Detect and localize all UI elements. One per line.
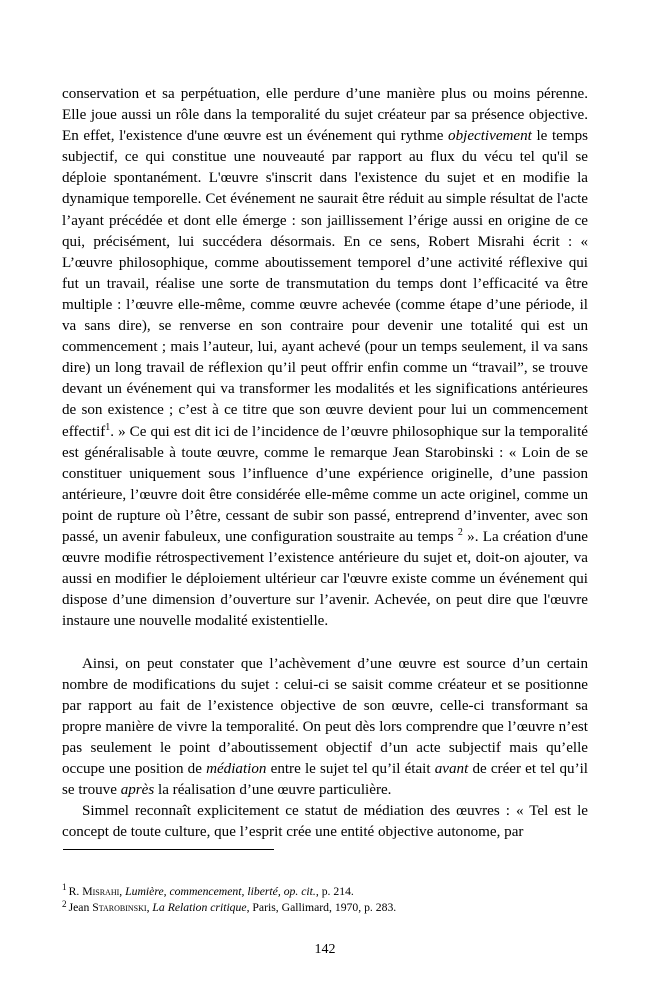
footnote-reference[interactable]: 2 <box>457 526 463 538</box>
emphasis-text: La Relation critique <box>152 901 247 915</box>
body-paragraph: conservation et sa perpétuation, elle perdure d’une manière plus ou moins pérenne. Elle joue aussi un rôle dans la temporalité du sujet créateur par sa présence objective. En effet, l'existence d'une œuvre est un événement qui rythme objectivement le temps subjectif, ce qui constitue une nouveauté par rapport au flux du vécu tel qu'il se déploie spontanément. L'œuvre s'inscrit dans l'existence du sujet et en modifie la dynamique temporelle. Cet événement ne saurait être réduit au simple résultat de l'acte l’ayant précédée et dont elle émerge : son jaillissement l’érige aussi en origine de ce qui, précisément, lui succédera désormais. En ce sens, Robert Misrahi écrit : « L’œuvre philosophique, comme aboutissement temporel d’une activité réflexive qui fut un travail, réalise une sorte de transmutation du temps dont l’efficacité va être multiple : l’œuvre elle-même, comme œuvre achevée (comme étape d’une période, il va sans dire), se renverse en son contraire pour devenir une totalité qui est un commencement ; mais l’auteur, lui, ayant achevé (pour un temps seulement, il va sans dire) un long travail de réflexion qu’il peut offrir enfin comme un “travail”, se trouve devant un événement qui va transformer les modalités et les significations antérieures de son existence ; c’est à ce titre que son œuvre devient pour lui un commencement effectif$^1$. » Ce qui est dit ici de l’incidence de l’œuvre philosophique sur la temporalité est généralisable à toute œuvre, comme le remarque Jean Starobinski : « Loin de se constituer uniquement sous l’influence d’une expérience originelle, d’une passion antérieure, l’œuvre doit être considérée elle-même comme un acte originel, comme un point de rupture où l’être, cessant de subir son passé, entreprend d’inventer, avec son passé, un avenir fabuleux, une configuration soustraite au temps $^2$ ». La création d'une œuvre modifie rétrospectivement l’existence antérieure du sujet et, doit-on ajouter, va aussi en modifier le déploiement ultérieur car l'œuvre existe comme un événement qui dispose d’une dimension d’ouverture sur l’avenir. Achevée, on peut dire que l'œuvre instaure une nouvelle modalité existentielle. <box>62 86 589 630</box>
footnote-marker: 1 <box>62 882 67 893</box>
footnote-block <box>62 884 588 917</box>
footnote-separator-rule <box>63 849 274 850</box>
body-text-block <box>62 84 588 843</box>
body-paragraph: Simmel reconnaît explicitement ce statut de médiation des œuvres : « Tel est le concept de toute culture, que l’esprit crée une entité objective autonome, par <box>62 803 588 841</box>
emphasis-text: médiation <box>206 761 267 777</box>
page-number: 142 <box>314 942 336 957</box>
footnote-entry: $^1$ R. Misrahi, Lumière, commencement, liberté, op. cit., p. 214. <box>62 882 354 898</box>
emphasis-text: Lumière, commencement, liberté, op. cit. <box>125 885 316 898</box>
footnote-reference[interactable]: 1 <box>105 421 111 433</box>
emphasis-text: avant <box>434 761 469 777</box>
small-caps-name: Misrahi <box>82 885 120 898</box>
emphasis-text: après <box>120 782 155 799</box>
footnote-marker: 2 <box>62 898 67 909</box>
small-caps-name: Starobinski <box>92 901 147 915</box>
body-paragraph: Ainsi, on peut constater que l’achèvement d’une œuvre est source d’un certain nombre de modifications du sujet : celui-ci se saisit comme créateur et se positionne par rapport au fait de l’existence objective de son œuvre, celle-ci transformant sa propre manière de vivre la temporalité. On peut dès lors comprendre que l’œuvre n’est pas seulement le point d’aboutissement objectif d’un acte subjectif mais qu’elle occupe une position de médiation entre le sujet tel qu’il était avant de créer et tel qu’il se trouve après la réalisation d’une œuvre particulière. <box>62 655 588 799</box>
footnote-entry: $^2$ Jean Starobinski, La Relation critique, Paris, Gallimard, 1970, p. 283. <box>62 898 397 915</box>
emphasis-text: objectivement <box>448 128 532 145</box>
